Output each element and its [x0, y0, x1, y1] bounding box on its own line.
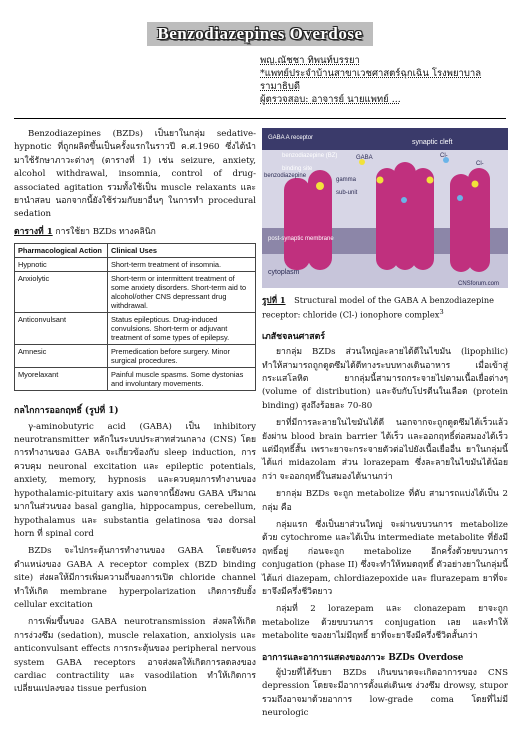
symptoms-paragraph-1: ผู้ป่วยที่ได้รับยา BZDs เกินขนาดจะเกิดอาการของ CNS depression โดยจะมีอาการตั้งแต่เดินเซ ง่วงซึม drowsy, stupor รวมถึงอาจมาด้วยอาการ low-grade coma โดยที่ไม่มี neurologic — [262, 668, 508, 719]
author-block — [260, 54, 520, 106]
figure-label-benzodiazepine: benzodiazepine — [264, 173, 307, 179]
gaba-receptor-figure — [262, 128, 508, 288]
table-header-cell: Clinical Uses — [108, 244, 256, 258]
table-header-row — [15, 244, 256, 258]
symptoms-heading: อาการและอาการแสดงของภาวะ BZDs Overdose — [262, 652, 464, 663]
table-cell-action: Anticonvulsant — [15, 313, 108, 345]
receptor-left — [284, 170, 332, 270]
table-cell-action: Myorelaxant — [15, 368, 108, 391]
clinical-uses-table — [14, 243, 256, 391]
table-caption-number: ตารางที่ 1 — [14, 226, 53, 237]
table-cell-use: Short-term or intermittent treatment of some anxiety disorders. Short-term aid to alcohol/other CNS depressant drug withdrawal. — [108, 272, 256, 313]
table-cell-action: Anxiolytic — [15, 272, 108, 313]
table-cell-action: Amnesic — [15, 345, 108, 368]
figure-label-cytoplasm: cytoplasm — [268, 269, 300, 276]
author-affiliation: *แพทย์ประจำบ้านสาขาเวชศาสตร์ฉุกเฉิน โรงพยาบาลรามาธิบดี — [260, 68, 482, 92]
figure-caption-number: รูปที่ 1 — [262, 295, 286, 305]
author-reviewer: ผู้ตรวจสอบ: อาจารย์ นายแพทย์ ... — [260, 94, 401, 105]
figure-label-gamma: gamma sub-unit — [336, 177, 358, 197]
pk-paragraph-3: ยากลุ่ม BZDs จะถูก metabolize ที่ตับ สามารถแบ่งได้เป็น 2 กลุ่ม คือ — [262, 489, 508, 513]
table-cell-action: Hypnotic — [15, 258, 108, 272]
figure-caption — [262, 294, 508, 321]
figure-label-cl-2: Cl- — [476, 161, 484, 167]
mechanism-paragraph-2: BZDs จะไปกระตุ้นการทำงานของ GABA โดยจับตรงตำแหน่งของ GABA A receptor complex (BZD binding site) ส่งผลให้มีการเพิ่มความถี่ของการเปิด chloride channel ทำให้เกิด membrane hyperpolarization เกิดการยับยั้ง cellular excitation — [14, 546, 256, 610]
figure-label-receptor: GABA A receptor — [268, 135, 314, 141]
right-column — [262, 128, 508, 725]
figure-label-membrane: post-synaptic membrane — [268, 236, 334, 242]
figure-label-binding-site: benzodiazepine (BZ) binding site — [282, 153, 338, 173]
table-row — [15, 272, 256, 313]
pk-paragraph-2: ยาที่มีการละลายในไขมันได้ดี นอกจากจะถูกดูดซึมได้เร็วแล้ว ยังผ่าน blood brain barrier ได้เร็ว และออกฤทธิ์ต่อสมองได้เร็วแต่มีฤทธิ์สั้น เพราะยาจะกระจายตัวต่อไปยังเนื้อเยื่ออื่น ยาในกลุ่มนี้ได้แก่ midazolam ส่วน lorazepam ซึ่งละลายในไขมันได้น้อยกว่า จะออกฤทธิ์ในสมองได้นานกว่า — [262, 418, 508, 482]
pk-paragraph-4: กลุ่มแรก ซึ่งเป็นยาส่วนใหญ่ จะผ่านขบวนการ metabolize ด้วย cytochrome และได้เป็น intermediate metabolite ที่ยังมีฤทธิ์อยู่ ก่อนจะถูก metabolize อีกครั้งด้วยขบวนการ conjugation (phase II) ซึ่งจะทำให้หมดฤทธิ์ ตัวอย่างยาในกลุ่มนี้ ได้แก่ diazepam, chlordiazepoxide และ flurazepam ยาที่จะยาจึงมีครึ่งชีวิตยาว — [262, 520, 508, 598]
figure-label-cleft: synaptic cleft — [412, 139, 453, 146]
table-row — [15, 258, 256, 272]
figure-label-gaba: GABA — [356, 155, 373, 161]
table-cell-use: Premedication before surgery. Minor surgical procedures. — [108, 345, 256, 368]
table-row — [15, 345, 256, 368]
table-cell-use: Status epilepticus. Drug-induced convulsions. Short-term or adjuvant treatment of some types of epilepsy. — [108, 313, 256, 345]
figure-credit: CNSforum.com — [458, 281, 500, 287]
receptor-middle — [376, 162, 434, 270]
figure-label-cl-1: Cl- — [440, 153, 448, 159]
pk-paragraph-5: กลุ่มที่ 2 lorazepam และ clonazepam ยาจะถูก metabolize ด้วยขบวนการ conjugation เลย และทำให้ metabolite ของยาไม่มีฤทธิ์ ยาที่จะยาจึงมีครึ่งชีวิตสั้นกว่า — [262, 604, 508, 642]
intro-paragraph: Benzodiazepines (BZDs) เป็นยาในกลุ่ม sedative-hypnotic ที่ถูกผลิตขึ้นเป็นครั้งแรกในราวปี ค.ศ.1960 ซึ่งได้นำมาใช้รักษาภาวะต่างๆ (ตารางที่ 1) เช่น seizure, anxiety, alcohol withdrawal, insomnia, control of drug-associated agitation รวมทั้งใช้เป็น muscle relaxants และยานำสลบ นอกจากนี้ยังใช้ร่วมกับยาอื่นๆ ในการทำ procedural sedation — [14, 129, 256, 220]
left-column — [14, 128, 256, 701]
receptor-right — [450, 168, 490, 272]
mechanism-heading: กลไกการออกฤทธิ์ (รูปที่ 1) — [14, 406, 119, 417]
table-caption — [14, 226, 256, 239]
page-title: Benzodiazepines Overdose — [147, 22, 372, 46]
table-row — [15, 313, 256, 345]
figure-caption-ref: 3 — [439, 308, 444, 316]
pharmacokinetics-heading: เภสัชจลนศาสตร์ — [262, 331, 326, 342]
table-row — [15, 368, 256, 391]
table-cell-use: Painful muscle spasms. Some dystonias and involuntary movements. — [108, 368, 256, 391]
pk-paragraph-1: ยากลุ่ม BZDs ส่วนใหญ่ละลายได้ดีในไขมัน (lipophilic) ทำให้สามารถถูกดูดซึมได้ดีทางระบบทางเดินอาหาร เมื่อเข้าสู่กระแสโลหิต ยากลุ่มนี้สามารถกระจายไปตามเนื้อเยื่อต่างๆ (volume of distribution) และจับกับโปรตีนในเลือด (protein binding) สูงถึงร้อยละ 70-80 — [262, 347, 508, 411]
mechanism-paragraph-1: γ-aminobutyric acid (GABA) เป็น inhibitory neurotransmitter หลักในระบบประสาทส่วนกลาง (CNS) โดยการทำงานของ GABA จะเกี่ยวข้องกับ sleep induction, การควบคุม neuronal excitation และ epileptic potentials, anxiety, memory, hypnosis และควบคุมการทำงานของ hypothalamic-pituitary axis นอกจากนี้ยังพบ GABA ปริมาณมากในส่วนของ basal ganglia, hippocampus, cerebellum, hypothalamus และ substantia gelatinosa ของ dorsal horn ที่ spinal cord — [14, 421, 256, 539]
header-divider — [14, 118, 506, 119]
table-caption-text: การใช้ยา BZDs ทางคลินิก — [55, 226, 156, 237]
title-area — [0, 22, 520, 46]
table-header-cell: Pharmacological Action — [15, 244, 108, 258]
figure-caption-text: Structural model of the GABA A benzodiazepine receptor: chloride (Cl-) ionophore complex — [262, 295, 494, 320]
table-cell-use: Short-term treatment of insomnia. — [108, 258, 256, 272]
mechanism-paragraph-3: การเพิ่มขึ้นของ GABA neurotransmission ส่งผลให้เกิดการง่วงซึม (sedation), muscle relaxation, anxiolysis และ anticonvulsant effects การกระตุ้นของ peripheral nervous system GABA receptors อาจส่งผลให้เกิดการลดลงของ cardiac contractility และ vasodilation ทำให้เกิดการเปลี่ยนแปลงของ tissue perfusion — [14, 617, 256, 695]
author-name: พญ.ณัชชา ทิพนท์บรรยา — [260, 55, 360, 66]
